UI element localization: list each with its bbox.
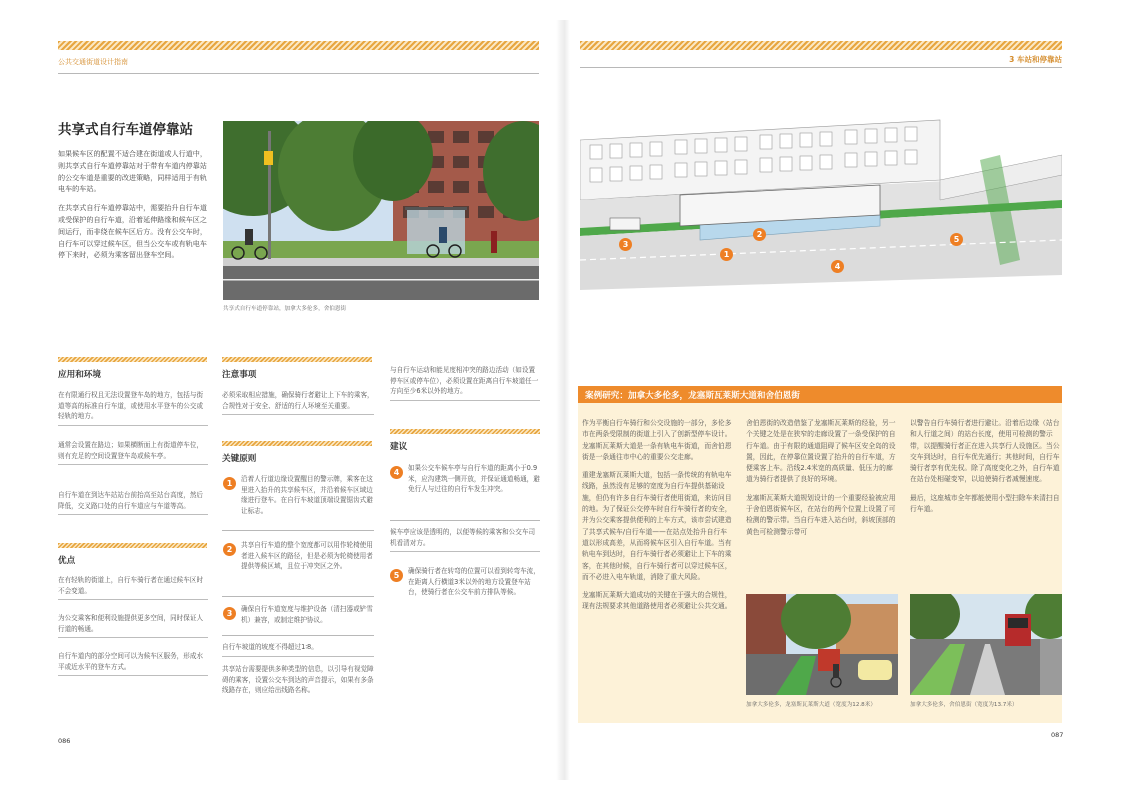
roncesvalles-caption: 加拿大多伦多，龙塞斯瓦莱斯大道（宽度为12.8米） <box>746 702 876 708</box>
section-hatch <box>222 441 372 446</box>
section-heading-recommendations: 建议 <box>390 442 408 452</box>
divider <box>222 596 374 597</box>
header-rule-right <box>580 67 1062 68</box>
running-header-right: 3 车站和停靠站 <box>1009 55 1062 64</box>
diagram-marker: 2 <box>753 228 766 241</box>
divider <box>390 520 540 521</box>
case-study-title: 案例研究：加拿大多伦多，龙塞斯瓦莱斯大道和舍伯恩街 <box>585 391 800 401</box>
diagram-marker: 1 <box>720 248 733 261</box>
running-header-left: 公共交通街道设计指南 <box>58 58 128 66</box>
page-number-right: 087 <box>1051 731 1064 739</box>
case-paragraph: 最后，这座城市全年都能使用小型扫除车来清扫自行车道。 <box>910 493 1060 514</box>
section-hatch <box>58 543 207 548</box>
principle-text: 沿着人行道边缘设置醒目的警示牌，乘客在这里进入抬升的共享候车区，并沿着候车区域边缘进行登车。在自行车坡道顶端设置锯齿式避让标志。 <box>241 475 373 515</box>
street-diagram <box>580 100 1062 290</box>
roncesvalles-photo <box>746 594 898 695</box>
book-gutter-shadow <box>556 20 570 780</box>
case-paragraph: 龙塞斯瓦莱斯大道成功的关键在于强大的合规性，现有法规要求其他道路使用者必须避让公共交通。 <box>582 591 732 611</box>
principle-text: 确保自行车道宽度与维护设备（清扫器或铲雪机）兼容，或制定维护协议。 <box>241 605 373 624</box>
principle-number: 3 <box>223 607 236 620</box>
intro-paragraph: 在共享式自行车道停靠站中，需要抬升自行车道或受保护的自行车道，沿着延伸路缘和候车区之间运行，而非绕在候车区后方。没有公交车时，自行车可以穿过候车区，但当公交车或有轨电车停下来时，必须为乘客留出登车空间。 <box>58 203 207 260</box>
page-title: 共享式自行车道停靠站 <box>58 122 193 138</box>
case-paragraph: 以警告自行车骑行者进行避让。沿着后边缘（站台和人行道之间）的站台长度，使用可检测的警示带，以提醒骑行者正在进入共享行人设施区。当公交车到达时，自行车优先通行；其他时间，自行车骑行者享有优先权。除了高度变化之外，自行车道在站台处相碰变窄，以迫使骑行者减慢速度。 <box>910 419 1060 484</box>
sherbourne-photo <box>910 594 1062 695</box>
diagram-marker: 3 <box>619 238 632 251</box>
principle-text: 共享自行车道的整个宽度都可以用作轮椅使用者进入候车区的路径，但是必须为轮椅使用者提供等候区域，且位于冲突区之外。 <box>241 541 373 570</box>
intro-paragraph: 如果候车区的配置不适合建在街道或人行道中，则共享式自行车道停靠站对于带有车道内停靠站的公交车道是重要的改进策略，同样适用于有轨电车的车站。 <box>58 149 207 194</box>
case-study-column-3 <box>910 418 1060 522</box>
recommendation-middle: 候车亭应该是透明的，以便等候的乘客和公交车司机看清对方。 <box>390 527 540 552</box>
roncesvalles-street-image <box>746 594 898 695</box>
list-item: 为公交乘客和便利设施提供更多空间，同时保证人行道的畅通。 <box>58 613 208 638</box>
page-number-left: 086 <box>58 737 71 745</box>
bike-stop-photo <box>223 121 539 300</box>
recommendation-text: 如果公交车候车亭与自行车道的距离小于0.9米，应沟建筑一侧开放，并保证通道畅通，避免行人与过往的自行车发生冲突。 <box>408 464 540 493</box>
col3-text: 与自行车运动和能见度相冲突的路边活动（如设置停车区或停车位），必须设置在距离自行车坡道任一方向至少6米以外的地方。 <box>390 365 540 401</box>
divider <box>222 635 374 636</box>
header-hatch-left <box>58 41 539 50</box>
recommendation-number: 4 <box>390 466 403 479</box>
section-heading-advantages: 优点 <box>58 556 76 566</box>
case-paragraph: 重建龙塞斯瓦莱斯大道，包括一条传统的有轨电车线路，虽然没有足够的宽度为自行车提供基础设施，但仍有许多自行车骑行者使用街道，来访问目的地。为了保证公交停车时自行车骑行者的安全，并为公交乘客提供便利的上车方式，该市尝试建造了共享式候车/自行车道——在站点处抬升自行车道以形成高差，从而将候车区引入自行车道。当有轨电车到达时，自行车骑行者必须避让上下车的乘客，在其他时候，自行车骑行者可以穿过候车区，而不必进入电车轨道，消除了重大风险。 <box>582 471 732 581</box>
diagram-marker: 4 <box>831 260 844 273</box>
section-hatch <box>222 357 372 362</box>
slope-note: 自行车坡道的坡度不得超过1∶8。 <box>222 642 374 657</box>
section-hatch <box>58 357 207 362</box>
sherbourne-street-image <box>910 594 1062 695</box>
list-item: 通常会设置在路边；如果横断面上有街道停车位，则有充足的空间设置登车岛或候车亭。 <box>58 440 208 465</box>
list-item: 在有限通行权且无法设置登车岛的地方，包括与街道等高的标准自行车道，或使用水平登车的公交或轻轨的地方。 <box>58 390 208 426</box>
case-paragraph: 舍伯恩街的改造借鉴了龙塞斯瓦莱斯的经验，另一个关键之处是在狭窄的走廊设置了一条受保护的自行车道。由于有限的通道阻碍了候车区安全岛的设置，因此，在停靠位置设置了抬升的自行车道，方便乘客上车。沿线2.4米宽的高质量、低压力的廊道为骑行者提供了良好的环境。 <box>746 419 896 484</box>
photo-caption: 共享式自行车道停靠站，加拿大多伦多，舍伯恩街 <box>223 306 347 312</box>
section-heading-principles: 关键原则 <box>222 454 257 464</box>
street-diagram-illustration <box>580 100 1062 290</box>
recommendation-text: 确保骑行者在转弯的位置可以看到转弯车流，在距离人行横道3米以外的地方设置登车站台，使骑行者在公交车前方排队等候。 <box>408 567 540 596</box>
case-paragraph: 作为平衡自行车骑行和公交设施的一部分，多伦多市在两条受限制的街道上引入了创新型停车设计。龙塞斯瓦莱斯大道是一条有轨电车街道，而舍伯恩街是一条通往市中心的重要公交走廊。 <box>582 419 732 461</box>
divider <box>222 530 374 531</box>
case-study-column-2 <box>746 418 896 545</box>
header-rule-left <box>58 73 539 74</box>
list-item: 自行车道在到达车站站台前抬高至站台高度，然后降低，交叉路口处的自行车道应与车道等高。 <box>58 490 208 515</box>
case-paragraph: 龙塞斯瓦莱斯大道规划设计的一个重要经验被应用于舍伯恩街候车区，在站台的两个位置上设置了可检测的警示带。当自行车进入站台时，斜坡顶部的黄色可检测警示带可 <box>746 493 896 536</box>
principle-number: 1 <box>223 477 236 490</box>
notes-text: 必须采取相应措施，确保骑行者避让上下车的乘客，合规性对于安全、舒适的行人环境至关重要。 <box>222 390 374 415</box>
list-item: 自行车道内的部分空间可以为候车区服务，形成水平或近水平的登车方式。 <box>58 651 208 676</box>
list-item: 在有轻轨的街道上，自行车骑行者在通过候车区时不会变道。 <box>58 575 208 600</box>
header-hatch-right <box>580 41 1062 50</box>
principle-number: 2 <box>223 543 236 556</box>
intro-text <box>58 148 212 268</box>
recommendation-number: 5 <box>390 569 403 582</box>
section-heading-application: 应用和环境 <box>58 370 101 380</box>
diagram-marker: 5 <box>950 233 963 246</box>
street-scene-image <box>223 121 539 300</box>
principles-extra: 共享站台需要提供多种类型的信息，以引导有视觉障碍的乘客，设置公交车到达的声音提示，如果有多条线路存在，则应给出线路名称。 <box>222 665 374 694</box>
case-study-column-1 <box>582 418 732 620</box>
section-hatch <box>390 429 540 434</box>
sherbourne-caption: 加拿大多伦多，舍伯恩街（宽度为13.7米） <box>910 702 1018 708</box>
section-heading-notes: 注意事项 <box>222 370 257 380</box>
